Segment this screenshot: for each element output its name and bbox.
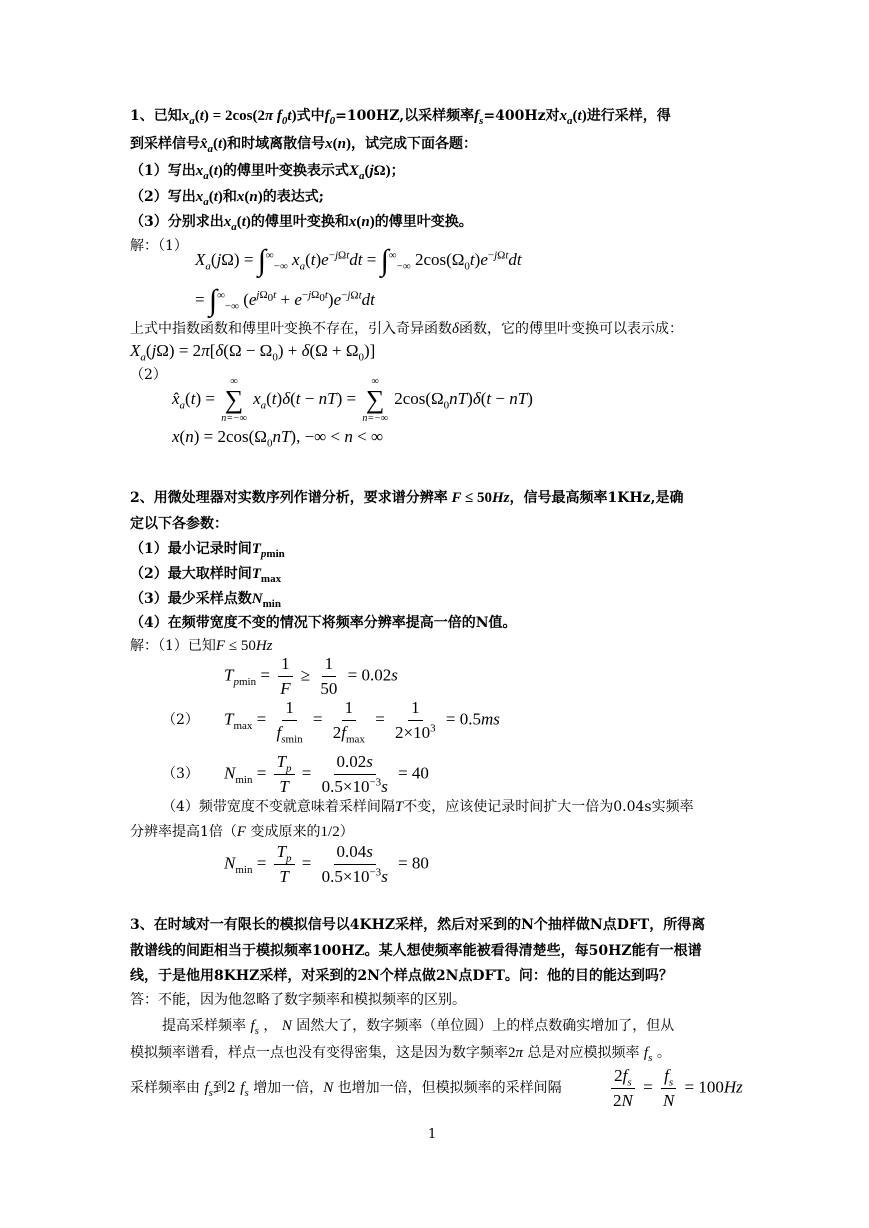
- math-xa-t: $x_a(t)$: [195, 189, 223, 208]
- value-80: 80: [411, 853, 429, 873]
- q1-text: 函数，它的傅里叶变换可以表示成：: [458, 321, 683, 337]
- q3-equation-interval: $\frac{2f_s}{2N}$ = $\frac{f_s}{N}$ = 100Hz: [613, 1066, 743, 1110]
- q3-line2: 散谱线的间距相当于模拟频率100HZ。某人想使频率能被看得清楚些，每50HZ能有一根谱: [130, 943, 702, 959]
- q2-text: （4）频带宽度不变就意味着采样间隔: [162, 799, 395, 815]
- math-F: F ≤ 50Hz: [215, 638, 273, 654]
- q1-text: ；: [390, 163, 405, 179]
- q3-text: 总是对应模拟频率: [527, 1045, 640, 1061]
- q1-line2: [130, 134, 477, 154]
- q2-text: （2）最大取样时间: [130, 566, 252, 582]
- q1-text: 进行采样，得: [586, 108, 671, 124]
- q2-text: ，信号最高频率1KHz,是确: [509, 490, 684, 506]
- value-0.04: 0.04: [336, 842, 367, 861]
- q2-equation-Nmin: $N_{min}$ = $\frac{T_p}{T}$ = $\frac{0.02s}{0.5\times 10^{-3}s}$ = 40: [224, 752, 429, 796]
- q2-item3: [130, 589, 281, 609]
- math-xhat: $x̂_a(t)$: [200, 136, 228, 155]
- q1-item2: [130, 187, 324, 207]
- q1-line1: [130, 106, 671, 126]
- math-xn: x(n): [236, 189, 263, 205]
- q2-equation-Nmin-double: $N_{min}$ = $\frac{T_p}{T}$ = $\frac{0.04s}{0.5\times 10^{-3}s}$ = 80: [224, 842, 429, 886]
- q1-note: [130, 319, 683, 339]
- q2-item2: [130, 564, 281, 584]
- q1-text: 式中: [296, 108, 325, 124]
- q2-equation-Tpmin: $T_{pmin}$ = $\frac{1}{F}$ ≥ $\frac{1}{50}$ = 0.02s: [224, 654, 398, 698]
- q3-text: 固然大了，数字频率（单位圆）上的样点数确实增加了，但从: [296, 1018, 675, 1034]
- value-40: 40: [411, 763, 429, 783]
- q3-para3: [130, 1078, 562, 1098]
- q3-para1: 提高采样频率 $f_s$ ， N 固然大了，数字频率（单位圆）上的样点数确实增加了，但从: [162, 1018, 675, 1037]
- q1-item3: [130, 212, 473, 232]
- math-Tpmin: $T_{pmin}$: [251, 541, 285, 560]
- math-xa-t: $x_a(t)$: [559, 108, 587, 127]
- q2-line1: [130, 488, 683, 508]
- q2-text: （1）最小记录时间: [130, 541, 252, 557]
- value-0.02: 0.02: [361, 665, 392, 685]
- math-fs: $f_s$: [250, 1018, 259, 1037]
- q2-part4-line1: [162, 797, 694, 817]
- q1-equation-delta: $X_a(j\Omega) = 2\pi[\delta(\Omega - \Omega_0) + \delta(\Omega + \Omega_0)]$: [130, 341, 376, 364]
- q1-text: （3）分别求出: [130, 214, 224, 230]
- q1-text: 和: [222, 189, 237, 205]
- q1-text: =400Hz对: [483, 108, 560, 124]
- math-delta: δ: [452, 321, 459, 337]
- math-xa-t: $x_a(t)$: [195, 163, 223, 182]
- math-fs: $f_s$: [643, 1045, 653, 1064]
- q3-line1: 3、在时域对一有限长的模拟信号以4KHZ采样，然后对采到的N个抽样做N点DFT，所得离: [130, 917, 706, 933]
- math-fs: $f_s$: [474, 108, 484, 127]
- page-number: 1: [428, 1127, 437, 1142]
- math-Tmax: $T_{max}$: [251, 566, 282, 585]
- q1-item1: [130, 161, 405, 181]
- q3-answer: 答：不能，因为他忽略了数字频率和模拟频率的区别。: [130, 992, 466, 1008]
- q1-equation-exp: = $\int^\infty_{-\infty}$ $(e^{j\Omega_0t} + e^{-j\Omega_0t})e^{-j\Omega t}dt$: [195, 284, 375, 317]
- q2-label-3: （3）: [162, 766, 199, 782]
- math-F: F: [236, 824, 247, 840]
- q1-text: 上式中指数函数和傅里叶变换不存在，引入奇异函数: [130, 321, 452, 337]
- q3-text: 模拟频率谱看，样点一点也没有变得密集，这是因为数字频率: [130, 1045, 508, 1061]
- q1-text: 到采样信号: [130, 136, 200, 152]
- value-0.5: 0.5: [321, 867, 343, 886]
- q2-part4-line2: [130, 822, 354, 842]
- math-fs: $f_s$: [240, 1080, 249, 1099]
- math-T: T: [394, 799, 404, 815]
- q1-equation-fourier: $X_a(j\Omega) = \int^\infty_{-\infty}$ $x_a(t)e^{-j\Omega t}dt = \int^\infty_{-\infty}$ $2\cos(\Omega_0t)e^{-j\Omega t}dt$: [195, 244, 522, 277]
- value-100: 100: [698, 1077, 724, 1097]
- math-2pi: 2π: [508, 1045, 524, 1061]
- q2-label-2: （2）: [162, 712, 199, 728]
- q1-text: 和时域离散信号: [227, 136, 326, 152]
- math-half: 1/2: [320, 824, 340, 840]
- math-xn: x(n): [348, 214, 375, 230]
- q2-item1: [130, 539, 285, 559]
- q3-text: 提高采样频率: [162, 1018, 246, 1034]
- q2-solution-label: [130, 636, 273, 656]
- q1-text: （1）写出: [130, 163, 196, 179]
- math-fs: $f_s$: [204, 1080, 213, 1099]
- q1-equation-discrete: $x(n) = 2\cos(\Omega_0nT)$, −∞ < n < ∞: [172, 427, 384, 450]
- q3-line3: 线，于是他用8KHZ采样，对采到的2N个样点做2N点DFT。问：他的目的能达到吗？: [130, 968, 673, 984]
- math-Nmin: $N_{min}$: [251, 591, 281, 610]
- q1-text: 的傅里叶变换表示式: [222, 163, 349, 179]
- q2-text: （3）最少采样点数: [130, 591, 252, 607]
- q1-text: 的傅里叶变换和: [250, 214, 349, 230]
- q3-text: 采样频率由: [130, 1080, 200, 1096]
- q1-text: 的表达式;: [262, 189, 324, 205]
- math-xa-t: $x_a(t)$: [223, 214, 251, 233]
- q3-para2: [130, 1043, 671, 1063]
- q2-text: 分辨率提高1倍（: [130, 824, 237, 840]
- q2-text: ）: [339, 824, 354, 840]
- math-f0: $f_0$: [324, 108, 336, 127]
- value-0.5: 0.5: [321, 777, 343, 796]
- q1-text: 1、已知: [130, 108, 182, 124]
- q1-text: （2）写出: [130, 189, 196, 205]
- q3-text: 到2: [212, 1080, 236, 1096]
- q1-solution-label: 解：（1）: [130, 238, 188, 254]
- math-N: N: [323, 1080, 334, 1096]
- math-xn: x(n): [325, 136, 352, 152]
- q2-item4: （4）在频带宽度不变的情况下将频率分辨率提高一倍的N值。: [130, 615, 517, 631]
- q1-text: 的傅里叶变换。: [374, 214, 473, 230]
- q2-equation-Tmax: $T_{max}$ = $\frac{1}{f_{smin}}$ = $\frac{1}{2f_{max}}$ = $\frac{1}{2\times 10^3}$ = 0.5ms: [224, 698, 500, 746]
- q2-text: 变成原来的: [250, 824, 321, 840]
- q2-text: 2、用微处理器对实数序列作谱分析，要求谱分辨率: [130, 490, 448, 506]
- math-xa: $x_a(t) = 2\cos(2\pi$ $f_0t$): [181, 108, 297, 127]
- q1-text: ，试完成下面各题：: [351, 136, 478, 152]
- math-N: N: [281, 1018, 292, 1034]
- q3-text: 也增加一倍，但模拟频率的采样间隔: [337, 1080, 562, 1096]
- q3-text: 。: [656, 1045, 671, 1061]
- q1-text: =100HZ,以采样频率: [335, 108, 475, 124]
- q2-line2: 定以下各参数：: [130, 516, 228, 532]
- q1-part2-label: （2）: [130, 367, 167, 383]
- q2-text: 不变，应该使记录时间扩大一倍为0.04s实频率: [403, 799, 694, 815]
- q2-text: 解：（1）已知: [130, 638, 216, 654]
- math-F: F ≤ 50Hz: [447, 490, 510, 506]
- value-0.02: 0.02: [336, 752, 367, 771]
- q1-equation-sampled: $x̂_a(t)$ = ∞ ∑ n=−∞ $x_a(t)\delta(t - nT)$ = ∞ ∑ n=−∞ $2\cos(\Omega_0nT)\delta(t - nT)$: [172, 376, 533, 424]
- math-Xa: $X_a(j\Omega)$: [348, 163, 391, 182]
- q3-text: 增加一倍，: [253, 1080, 324, 1096]
